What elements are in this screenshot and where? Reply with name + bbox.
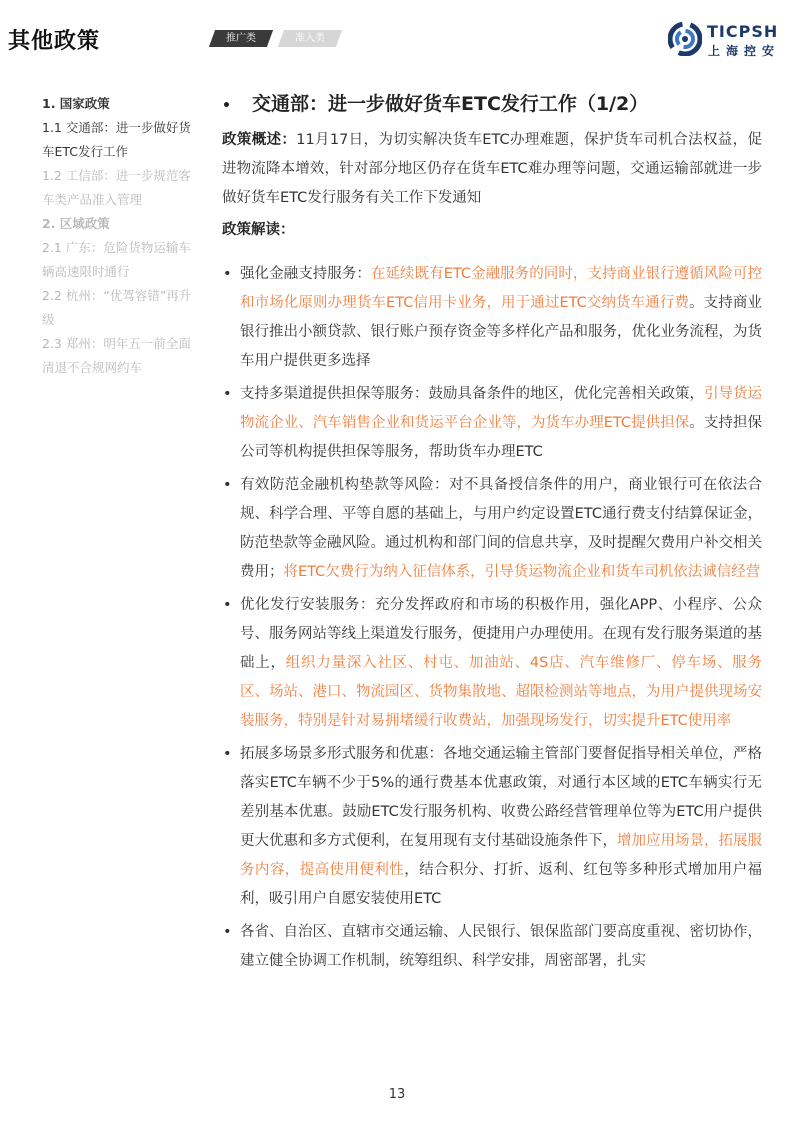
toc-item-zhengzhou[interactable]: 2.3 郑州：明年五一前全面清退不合规网约车: [42, 336, 191, 375]
logo-text-cn: 上海控安: [708, 44, 781, 58]
list-bullet: •: [223, 924, 232, 940]
page-title-text: 交通部：进一步做好货车ETC发行工作（1/2）: [252, 93, 649, 115]
item-text-tail: ，结合积分、打折、返利、红包等多种形式增加用户福利，吸引用户自愿安装使用ETC: [240, 862, 763, 907]
toc-item-hangzhou[interactable]: 2.2 杭州：“优驾容错”再升级: [42, 288, 192, 327]
list-bullet: •: [223, 477, 232, 493]
list-bullet: •: [223, 597, 232, 613]
page-title: [222, 88, 762, 120]
main-content: [222, 88, 762, 980]
item-highlight: 引导货运物流企业、汽车销售企业和货运平台企业等，为货车办理ETC提供担保: [240, 386, 762, 431]
list-bullet: •: [223, 746, 232, 762]
section-title: 其他政策: [8, 29, 101, 54]
interpretation-list: [222, 260, 762, 976]
logo: [668, 22, 788, 60]
item-text: 支持多渠道提供担保等服务：鼓励具备条件的地区，优化完善相关政策，: [240, 386, 704, 402]
item-text: 各省、自治区、直辖市交通运输、人民银行、银保监部门要高度重视、密切协作，建立健全协调工作机制，统筹组织、科学安排，周密部署，扎实: [240, 924, 762, 969]
list-item: [222, 740, 762, 914]
list-item: [222, 591, 762, 736]
policy-overview: [222, 126, 762, 213]
item-text: 拓展多场景多形式服务和优惠：各地交通运输主管部门要督促指导相关单位，严格落实ETC车辆不少于5%的通行费基本优惠政策，对通行本区域的ETC车辆实行无差别基本优惠。鼓励ETC发行服务机构、收费公路经营管理单位等为ETC用户提供更大优惠和多方式便利，在复用现有支付基础设施条件下，: [240, 746, 762, 849]
tag-promotion-label: 推广类: [226, 33, 256, 44]
tag-access-label: 准入类: [295, 33, 325, 44]
page-number: 13: [388, 1087, 406, 1102]
item-text: 强化金融支持服务：: [240, 266, 371, 282]
item-text-tail: 。支持商业银行推出小额贷款、银行账户预存资金等多样化产品和服务，优化业务流程，为货车用户提供更多选择: [240, 295, 762, 369]
list-bullet: •: [223, 386, 232, 402]
logo-text-en: TICPSH: [707, 22, 779, 41]
table-of-contents: [42, 92, 202, 380]
tag-promotion[interactable]: [209, 30, 273, 47]
list-item: [222, 380, 762, 467]
list-item: [222, 918, 762, 976]
item-highlight: 将ETC欠费行为纳入征信体系，引导货运物流企业和货车司机依法诚信经营: [283, 564, 761, 580]
item-text: 有效防范金融机构垫款等风险：对不具备授信条件的用户，商业银行可在依法合规、科学合理、平等自愿的基础上，与用户约定设置ETC通行费支付结算保证金，防范垫款等金融风险。通过机构和部门间的信息共享，及时提醒欠费用户补交相关费用；: [240, 477, 762, 580]
logo-mark-icon: [668, 22, 702, 56]
list-bullet: •: [223, 266, 232, 282]
title-bullet: •: [222, 98, 231, 114]
tag-access[interactable]: [278, 30, 342, 47]
toc-item-transport-ministry[interactable]: 1.1 交通部：进一步做好货车ETC发行工作: [42, 120, 191, 159]
interpretation-heading: 政策解读：: [222, 222, 295, 238]
toc-item-miit[interactable]: 1.2 工信部：进一步规范客车类产品准入管理: [42, 168, 191, 207]
list-item: [222, 260, 762, 376]
toc-item-national-policy[interactable]: 1. 国家政策: [42, 96, 110, 111]
item-highlight: 组织力量深入社区、村屯、加油站、4S店、汽车维修厂、停车场、服务区、场站、港口、物流园区、货物集散地、超限检测站等地点，为用户提供现场安装服务，特别是针对易拥堵缓行收费站，加强现场发行，切实提升ETC使用率: [240, 655, 762, 729]
overview-text: 11月17日，为切实解决货车ETC办理难题，保护货车司机合法权益，促进物流降本增效，针对部分地区仍存在货车ETC难办理等问题，交通运输部就进一步做好货车ETC发行服务有关工作下发通知: [222, 132, 762, 206]
item-highlight: 增加应用场景，拓展服务内容，提高使用便利性: [240, 833, 762, 878]
toc-item-guangdong[interactable]: 2.1 广东：危险货物运输车辆高速限时通行: [42, 240, 191, 279]
item-highlight: 在延续既有ETC金融服务的同时，支持商业银行遵循风险可控和市场化原则办理货车ETC信用卡业务，用于通过ETC交纳货车通行费: [240, 266, 762, 311]
item-text: 优化发行安装服务：充分发挥政府和市场的积极作用，强化APP、小程序、公众号、服务网站等线上渠道发行服务，便捷用户办理使用。在现有发行服务渠道的基础上，: [240, 597, 762, 671]
item-text-tail: 。支持担保公司等机构提供担保等服务，帮助货车办理ETC: [240, 415, 762, 460]
overview-label: 政策概述：: [222, 132, 297, 148]
list-item: [222, 471, 762, 587]
toc-item-regional-policy[interactable]: 2. 区域政策: [42, 216, 110, 231]
